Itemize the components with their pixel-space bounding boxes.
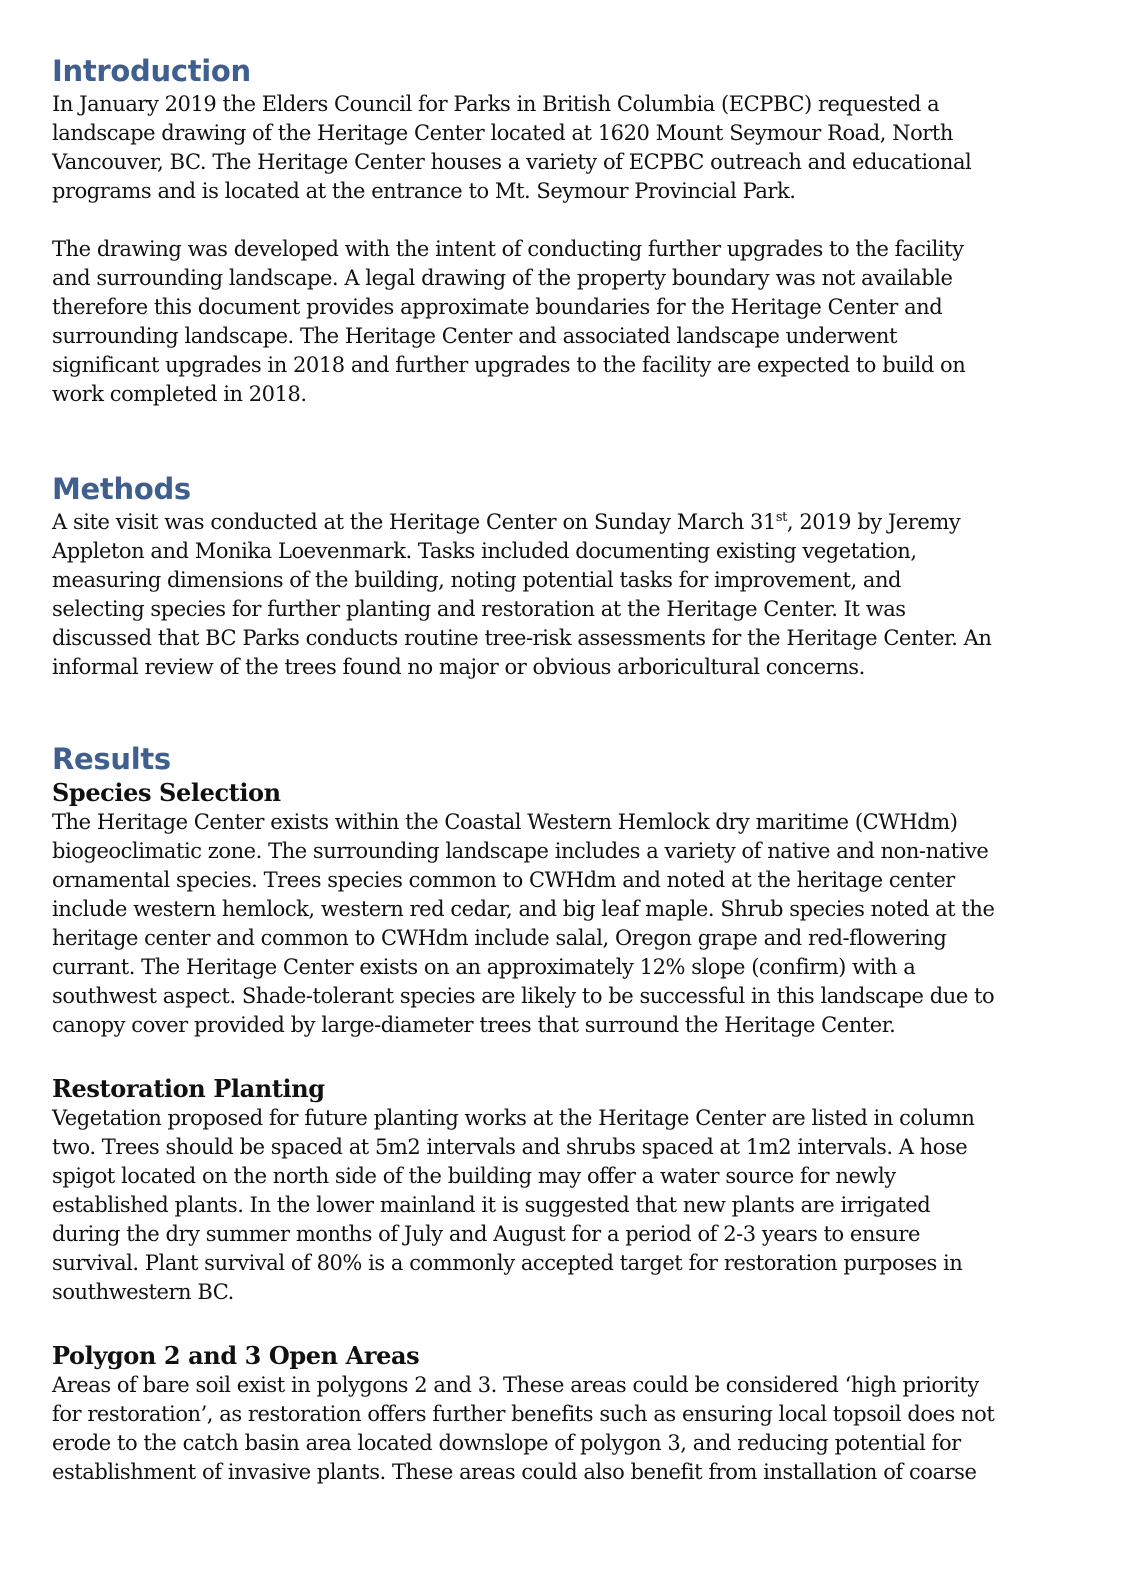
text-line: erode to the catch basin area located downslope of polygon 3, and reducing potential for [52,1431,961,1455]
text-line: ornamental species. Trees species common to CWHdm and noted at the heritage center [52,868,955,892]
text-line: southwest aspect. Shade-tolerant species are likely to be successful in this landscape due to [52,984,995,1008]
text-line: Vancouver, BC. The Heritage Center houses a variety of ECPBC outreach and educational [52,150,972,174]
text-segment: , 2019 by Jeremy [786,510,961,534]
document-page [52,52,1052,1487]
text-line: southwestern BC. [52,1280,234,1304]
text-line: surrounding landscape. The Heritage Center and associated landscape underwent [52,324,897,348]
ordinal-suffix: st [775,510,787,525]
text-line: discussed that BC Parks conducts routine tree-risk assessments for the Heritage Center. An [52,626,992,650]
methods-heading: Methods [52,472,191,506]
polygon-open-areas-heading: Polygon 2 and 3 Open Areas [52,1341,420,1370]
text-line: significant upgrades in 2018 and further upgrades to the facility are expected to build on [52,353,966,377]
text-line: The Heritage Center exists within the Coastal Western Hemlock dry maritime (CWHdm) [52,810,958,834]
text-line: measuring dimensions of the building, noting potential tasks for improvement, and [52,568,902,592]
text-line: currant. The Heritage Center exists on an approximately 12% slope (confirm) with a [52,955,916,979]
restoration-planting-paragraph [52,1104,1052,1307]
introduction-heading: Introduction [52,54,251,88]
text-line: established plants. In the lower mainland it is suggested that new plants are irrigated [52,1193,931,1217]
text-line: therefore this document provides approximate boundaries for the Heritage Center and [52,295,943,319]
text-line: programs and is located at the entrance to Mt. Seymour Provincial Park. [52,179,796,203]
text-line: and surrounding landscape. A legal drawing of the property boundary was not available [52,266,953,290]
text-line: Areas of bare soil exist in polygons 2 and 3. These areas could be considered ‘high priority [52,1373,979,1397]
species-selection-paragraph [52,808,1052,1040]
text-line: include western hemlock, western red cedar, and big leaf maple. Shrub species noted at the [52,897,995,921]
text-line: informal review of the trees found no major or obvious arboricultural concerns. [52,655,865,679]
text-line: two. Trees should be spaced at 5m2 intervals and shrubs spaced at 1m2 intervals. A hose [52,1135,968,1159]
text-line: for restoration’, as restoration offers further benefits such as ensuring local topsoil does not [52,1402,995,1426]
text-line: Appleton and Monika Loevenmark. Tasks included documenting existing vegetation, [52,539,917,563]
text-line: spigot located on the north side of the building may offer a water source for newly [52,1164,896,1188]
methods-paragraph [52,508,1052,682]
restoration-planting-heading: Restoration Planting [52,1074,325,1103]
results-heading: Results [52,742,171,776]
text-line: canopy cover provided by large-diameter trees that surround the Heritage Center. [52,1013,896,1037]
text-line: work completed in 2018. [52,382,307,406]
text-segment: A site visit was conducted at the Heritage Center on Sunday March 31 [52,510,776,534]
text-line [52,508,1052,537]
text-line: survival. Plant survival of 80% is a commonly accepted target for restoration purposes in [52,1251,963,1275]
text-line: heritage center and common to CWHdm include salal, Oregon grape and red-flowering [52,926,947,950]
text-line: selecting species for further planting and restoration at the Heritage Center. It was [52,597,906,621]
text-line: establishment of invasive plants. These areas could also benefit from installation of coarse [52,1460,977,1484]
species-selection-heading: Species Selection [52,778,281,807]
text-line: The drawing was developed with the intent of conducting further upgrades to the facility [52,237,964,261]
text-line: In January 2019 the Elders Council for Parks in British Columbia (ECPBC) requested a [52,92,940,116]
text-line: landscape drawing of the Heritage Center located at 1620 Mount Seymour Road, North [52,121,953,145]
introduction-paragraph-1 [52,90,1052,206]
text-line: Vegetation proposed for future planting works at the Heritage Center are listed in column [52,1106,975,1130]
text-line: during the dry summer months of July and August for a period of 2-3 years to ensure [52,1222,920,1246]
polygon-open-areas-paragraph [52,1371,1052,1487]
introduction-paragraph-2 [52,235,1052,409]
text-line: biogeoclimatic zone. The surrounding landscape includes a variety of native and non-native [52,839,989,863]
